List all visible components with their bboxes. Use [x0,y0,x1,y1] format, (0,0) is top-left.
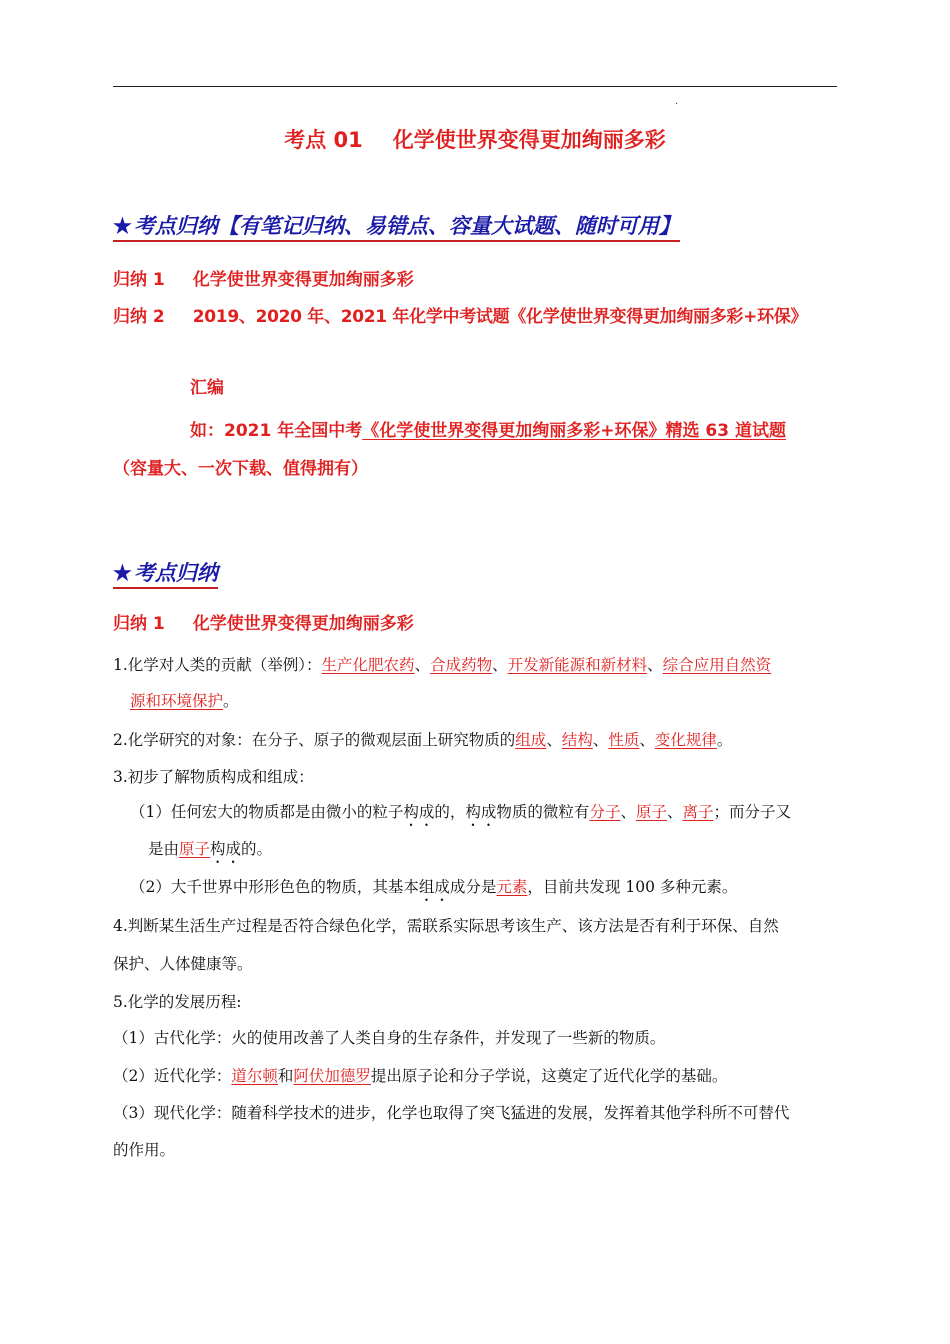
p5-2-text: （2）近代化学： [113,1067,232,1085]
paragraph-3-1-line2 [148,837,272,867]
p3-2-text: ，目前共发现 100 多种元素。 [527,878,738,896]
p1-end: 。 [223,692,239,710]
sep: 、 [492,656,508,674]
promo-link[interactable]: 《化学使世界变得更加绚丽多彩+环保》精选 63 道试题 [362,421,786,441]
header-rule [113,86,837,87]
p5-2-text: 提出原子论和分子学说，这奠定了近代化学的基础。 [370,1067,728,1085]
p3-2-text: 成分是 [449,878,497,896]
answer: 道尔顿 [231,1067,278,1085]
answer: 结构 [561,731,593,749]
sep: 、 [592,731,609,749]
answer: 分子 [589,803,621,821]
section2-sub [113,609,414,634]
title-text: 化学使世界变得更加绚丽多彩 [392,128,666,152]
emphasis: 构成 [465,803,497,821]
answer: 原子 [179,840,211,858]
sep: 、 [414,656,431,674]
emphasis: 组成 [418,878,450,896]
paragraph-1-line2 [130,689,239,711]
header-dot: . [675,96,679,107]
answer: 综合应用自然资 [662,656,772,674]
paragraph-4-line2: 保护、人体健康等。 [113,955,253,973]
paragraph-3-2 [130,875,737,905]
paragraph-5-3-line2: 的作用。 [113,1141,176,1159]
p3-2-text: （2）大千世界中形形色色的物质，其基本 [130,878,419,896]
p3-1-text: ；而分子又 [713,803,792,821]
answer: 组成 [515,731,547,749]
section2-sub-num: 归纳 1 [113,614,165,634]
p2-end: 。 [716,731,733,749]
answer: 源和环境保护 [130,692,224,710]
answer: 离子 [682,803,714,821]
induction-1-text: 化学使世界变得更加绚丽多彩 [192,270,414,290]
paragraph-3-1-line1 [130,800,791,830]
promo-line [190,416,786,441]
paragraph-1-line1 [113,653,771,675]
promo-lead: 如：2021 年全国中考 [190,421,363,441]
p5-2-text: 和 [277,1067,294,1085]
p1-lead: 1.化学对人类的贡献（举例）： [113,656,322,674]
emphasis: 构成 [210,840,242,858]
induction-1 [113,265,414,290]
answer: 阿伏加德罗 [293,1067,371,1085]
induction-2 [113,302,807,327]
paragraph-2 [113,728,732,750]
paragraph-5-1: （1）古代化学：火的使用改善了人类自身的生存条件，并发现了一些新的物质。 [113,1029,666,1047]
induction-2-text: 2019、2020 年、2021 年化学中考试题《化学使世界变得更加绚丽多彩+环保》 [192,307,808,327]
sep: 、 [620,803,636,821]
paragraph-5-3-line1: （3）现代化学：随着科学技术的进步，化学也取得了突飞猛进的发展，发挥着其他学科所不可替代 [113,1104,790,1122]
answer: 元素 [496,878,528,896]
section1-heading [113,210,680,240]
sep: 、 [666,803,683,821]
sep: 、 [647,656,663,674]
section2-sub-text: 化学使世界变得更加绚丽多彩 [192,614,414,634]
section1-heading-text: 考点归纳【有笔记归纳、易错点、容量大试题、随时可用】 [133,213,680,238]
induction-2-num: 归纳 2 [113,307,165,327]
sep: 、 [639,731,655,749]
p2-lead: 2.化学研究的对象：在分子、原子的微观层面上研究物质的 [113,731,516,749]
title-prefix: 考点 01 [284,128,363,152]
answer: 生产化肥农药 [321,656,415,674]
page-title [0,124,950,154]
answer: 变化规律 [654,731,717,749]
answer: 开发新能源和新材料 [507,656,648,674]
promo-line2: （容量大、一次下载、值得拥有） [113,459,368,479]
paragraph-5-2 [113,1064,727,1086]
section2-heading-text: 考点归纳 [133,560,218,585]
p3-1-text: 物质的微粒有 [496,803,590,821]
answer: 合成药物 [430,656,493,674]
p3-1-text: （1）任何宏大的物质都是由微小的粒子 [130,803,404,821]
induction-2-cont: 汇编 [190,378,224,398]
p3-1-text: 的。 [241,840,273,858]
star-icon: ★ [113,213,132,238]
induction-1-num: 归纳 1 [113,270,165,290]
paragraph-3: 3.初步了解物质构成和组成： [113,768,314,786]
answer: 性质 [608,731,640,749]
paragraph-4-line1: 4.判断某生活生产过程是否符合绿色化学，需联系实际思考该生产、该方法是否有利于环保、自然 [113,917,779,935]
star-icon: ★ [113,560,132,585]
answer: 原子 [635,803,667,821]
emphasis: 构成 [403,803,435,821]
paragraph-5: 5.化学的发展历程: [113,993,242,1011]
sep: 、 [546,731,562,749]
section2-heading [113,557,218,587]
p3-1-text: 的， [434,803,466,821]
p3-1-text: 是由 [148,840,180,858]
